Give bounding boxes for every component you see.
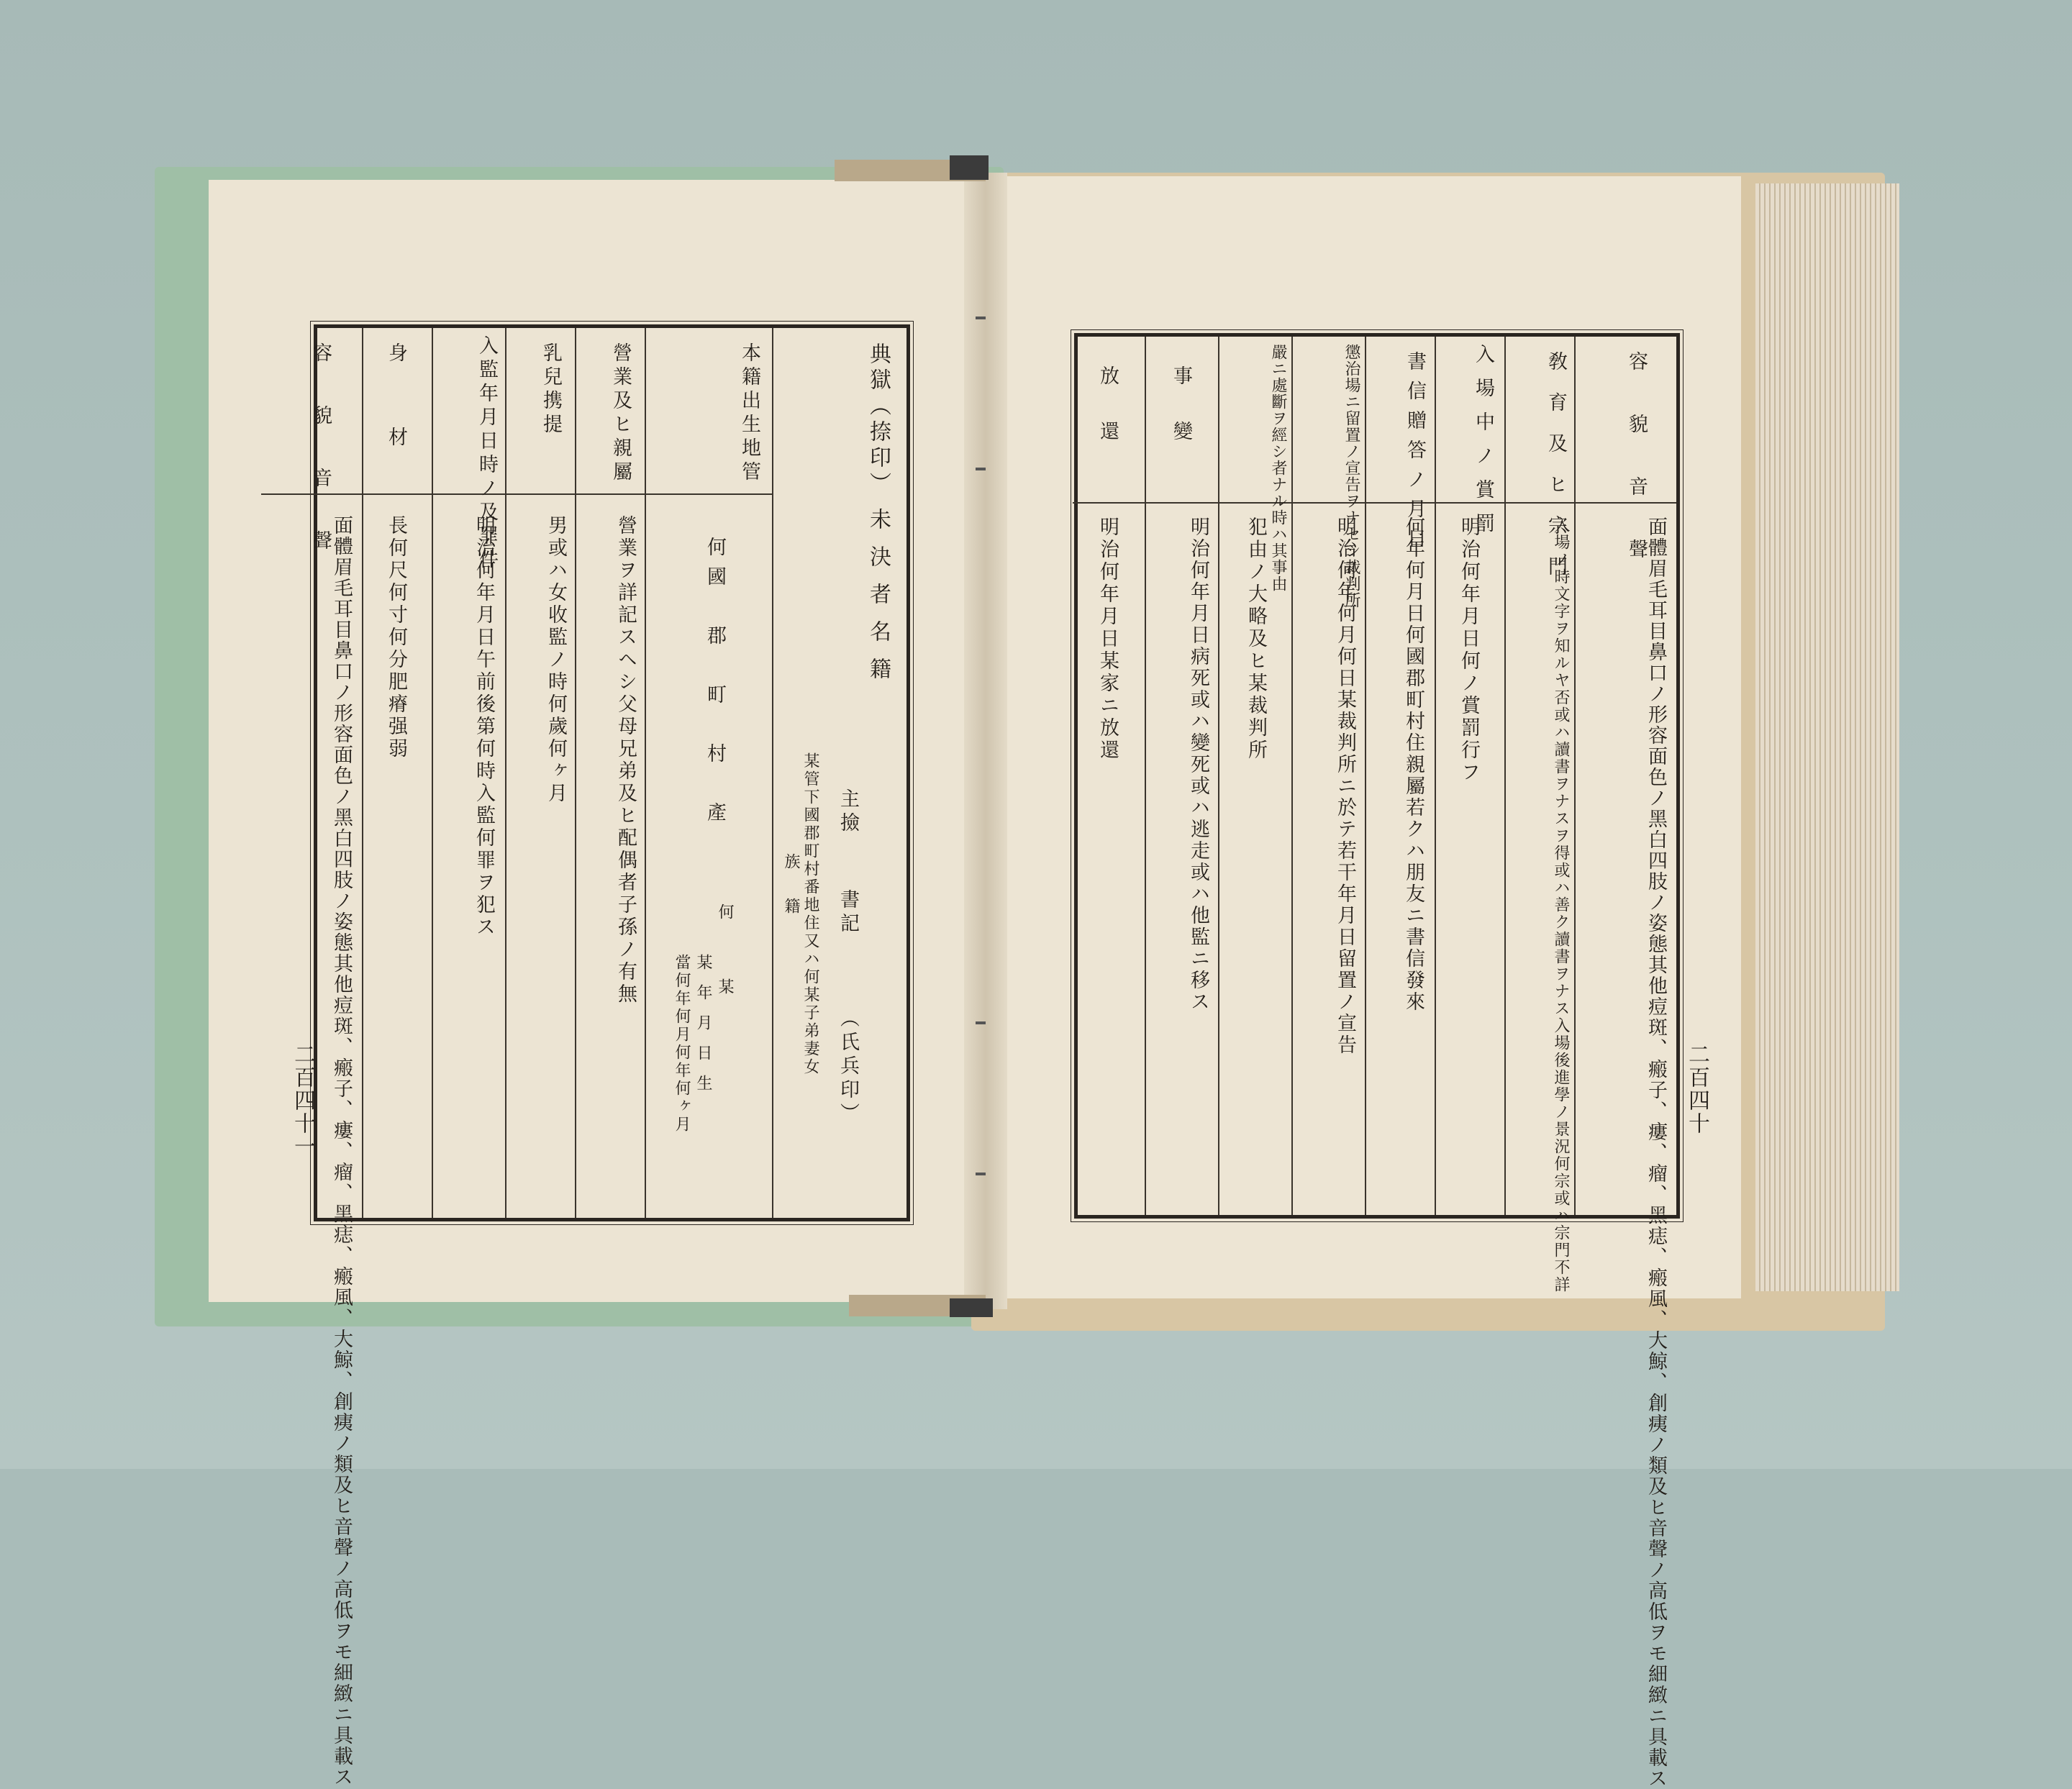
binding-stitch xyxy=(976,468,986,470)
age-note: 當何年何月何年何ヶ月 xyxy=(673,954,691,1134)
column-appearance-right xyxy=(1574,337,1676,1789)
column-admission-head: 入監年月日時ノ及罪件 xyxy=(476,335,498,573)
column-infant-body: 男或ハ女收監ノ時何歲何ヶ月 xyxy=(545,515,567,805)
binding-stitch xyxy=(976,317,986,319)
birth-date: 某年月日生 xyxy=(694,954,712,1105)
column-reward-head: 入場中ノ賞罰 xyxy=(1472,344,1494,547)
role-examiner: 主撿 xyxy=(837,788,859,836)
column-kinship-head: 營業及ヒ親屬 xyxy=(609,342,632,485)
role-seal: （氏兵印） xyxy=(837,1008,859,1126)
column-stature-head: 身材 xyxy=(385,342,407,511)
column-admission-body: 明治何年月日午前後第何時入監何罪ヲ犯ス xyxy=(473,515,495,939)
column-reward-body: 明治何年月日何ノ賞罰行フ xyxy=(1458,516,1480,784)
column-letters-head: 書信贈答ノ月日 xyxy=(1404,351,1426,557)
stamp-label: 典獄（捺印） xyxy=(865,342,891,498)
column-offence-head: 嚴ニ處斷ヲ經シ者ナル時ハ其事由 xyxy=(1269,344,1287,592)
column-kinship-body: 營業ヲ詳記スヘシ父母兄弟及ヒ配偶者子孫ノ有無 xyxy=(614,515,637,1006)
column-kinship xyxy=(575,328,645,1218)
column-offence xyxy=(1218,337,1291,1215)
column-incident xyxy=(1145,337,1218,1215)
column-sentence-body: 明治何年何月何日某裁判所ニ於テ若干年月日留置ノ宣告 xyxy=(1334,516,1356,1056)
column-appearance-head: 容貌音聲 xyxy=(309,342,332,593)
book-gutter xyxy=(964,173,1007,1309)
column-offence-body: 犯由ノ大略及ヒ某裁判所 xyxy=(1245,516,1267,762)
spine-tab-dark-top xyxy=(950,155,989,180)
page-block-edges xyxy=(1755,183,1899,1291)
binding-stitch xyxy=(976,1021,986,1024)
page-number-left: 二百四十一 xyxy=(290,1043,315,1158)
page-number-right: 二百四十 xyxy=(1684,1043,1709,1135)
column-stature-body: 長何尺何寸何分肥瘠强弱 xyxy=(385,515,407,760)
header-column xyxy=(772,328,906,1218)
role-clerk: 書記 xyxy=(837,889,859,937)
left-register-table xyxy=(309,324,910,1788)
column-origin xyxy=(645,328,772,1218)
spine-tab-dark-bottom xyxy=(950,1298,993,1317)
column-infant xyxy=(505,328,575,1218)
column-incident-head: 事變 xyxy=(1170,365,1192,476)
column-incident-body: 明治何年月日病死或ハ變死或ハ逃走或ハ他監ニ移ス xyxy=(1187,516,1209,1013)
clan-label: 族籍 xyxy=(782,853,800,942)
column-letters xyxy=(1365,337,1435,1215)
column-release-body: 明治何年月日某家ニ放還 xyxy=(1096,516,1119,762)
register-title: 未決者名籍 xyxy=(865,508,891,695)
column-sentence xyxy=(1291,337,1365,1215)
binding-stitch xyxy=(976,1173,986,1175)
column-stature xyxy=(362,328,432,1218)
right-register-table xyxy=(1074,333,1680,1789)
column-origin-head: 本籍出生地管 xyxy=(738,342,760,485)
column-education xyxy=(1504,337,1574,1293)
column-infant-head: 乳兒携提 xyxy=(540,342,562,437)
domicile-note: 某管下國郡町村番地住又ハ何某子弟妻女 xyxy=(801,752,819,1076)
column-education-body: 入場ノ時文字ヲ知ルヤ否或ハ讀書ヲナスヲ得或ハ善ク讀書ヲナス入場後進學ノ景況何宗或ハ宗門不詳 xyxy=(1552,516,1570,1293)
column-sentence-head: 懲治場ニ留置ノ宣告ヲナセシ裁判所 xyxy=(1342,344,1360,609)
column-appearance-right-body: 面體眉毛耳目鼻口ノ形容面色ノ黑白四肢ノ姿態其他痘斑、瘢子、瘻、瘤、黑痣、瘢風、大鯨、創痍ノ類及ヒ音聲ノ高低ヲモ細緻ニ具載ス xyxy=(1645,516,1667,1789)
column-release xyxy=(1073,337,1145,1215)
column-admission xyxy=(432,328,505,1218)
column-appearance-body: 面體眉毛耳目鼻口ノ形容面色ノ黑白四肢ノ姿態其他痘斑、瘢子、瘻、瘤、黑痣、瘢風、大鯨、創痍ノ類及ヒ音聲ノ高低ヲモ細緻ニ具載ス xyxy=(330,515,353,1788)
column-origin-body: 何國 郡 町 村 產 xyxy=(704,537,726,832)
person-name: 何 某 xyxy=(716,903,734,1016)
column-reward xyxy=(1435,337,1504,1215)
column-release-head: 放還 xyxy=(1096,365,1119,476)
column-letters-body: 何年何月日何國郡町村住親屬若クハ朋友ニ書信發來 xyxy=(1402,516,1424,1013)
column-appearance-right-head: 容貌音聲 xyxy=(1625,351,1648,601)
column-education-head: 敎育及ヒ宗門 xyxy=(1545,351,1567,597)
